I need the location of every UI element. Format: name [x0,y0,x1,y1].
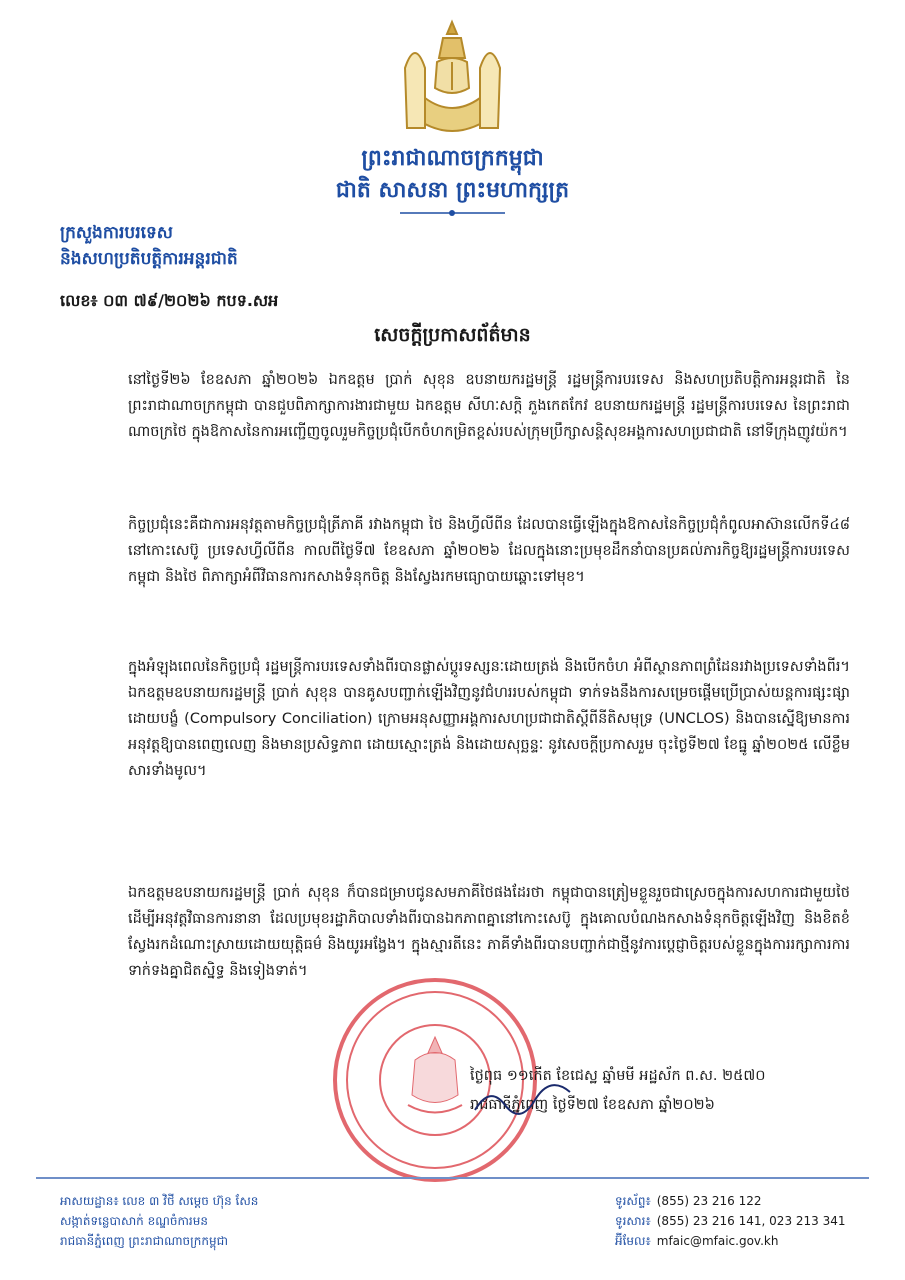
body-paragraph-3: ក្នុងអំឡុងពេលនៃកិច្ចប្រជុំ រដ្ឋមន្ត្រីការបរទេសទាំងពីរបានផ្លាស់ប្តូរទស្សនៈដោយត្រង់ និងបើកចំហ អំពីស្ថានភាពព្រំដែនរវាងប្រទេសទាំងពីរ។ ឯកឧត្តមឧបនាយករដ្ឋមន្ត្រី ប្រាក់ សុខុន បានគូសបញ្ជាក់ឡើងវិញនូវជំហររបស់កម្ពុជា ទាក់ទងនឹងការសម្រេចផ្តើមប្រើប្រាស់យន្តការផ្សះផ្សាដោយបង្ខំ (Compulsory Conciliation) ក្រោមអនុសញ្ញាអង្គការសហប្រជាជាតិស្តីពីនីតិសមុទ្រ (UNCLOS) និងបានស្នើឱ្យមានការអនុវត្តឱ្យបានពេញលេញ និងមានប្រសិទ្ធភាព ដោយស្មោះត្រង់ និងដោយសុច្ឆន្ទៈ នូវសេចក្តីប្រកាសរួម ចុះថ្ងៃទី២៧ ខែធ្នូ ឆ្នាំ២០២៥ លើខ្លឹមសារទាំងមូល។ [128,659,850,779]
email-link[interactable]: mfaic@mfaic.gov.kh [656,1234,779,1248]
ornamental-divider-icon [395,208,510,218]
fax-label: ទូរសារ៖ [615,1214,651,1228]
fax-value: (855) 23 216 141, 023 213 341 [656,1214,846,1228]
lunar-date: ថ្ងៃពុធ ១១កើត ខែជេស្ឋ ឆ្នាំមមី អដ្ឋស័ក ព.ស. ២៥៧០ [470,1068,766,1084]
kingdom-name: ព្រះរាជាណាចក្រកម្ពុជា [361,146,544,171]
address-line1: អាសយដ្ឋាន៖ លេខ ៣ វិថី សម្តេច ហ៊ុន សែន [60,1194,259,1208]
ministry-name-line1: ក្រសួងការបរទេស [60,223,173,243]
signature-icon [470,1080,590,1120]
ministry-name-line2: និងសហប្រតិបត្តិការអន្តរជាតិ [60,249,238,269]
document-title: សេចក្តីប្រកាសព័ត៌មាន [374,324,531,346]
phone-value: (855) 23 216 122 [656,1194,762,1208]
phone-label: ទូរស័ព្ទ៖ [615,1194,651,1208]
fax-contact [615,1213,846,1231]
footer-divider [36,1177,869,1179]
address-line2: សង្កាត់ទន្លេបាសាក់ ខណ្ឌចំការមន [60,1214,208,1228]
address-line3: រាជធានីភ្នំពេញ ព្រះរាជាណាចក្រកម្ពុជា [60,1234,228,1248]
reference-number: លេខ៖ ០៣ ៧៩/២០២៦ កបទ.សអ [60,291,279,310]
body-paragraph-1: នៅថ្ងៃទី២៦ ខែឧសភា ឆ្នាំ២០២៦ ឯកឧត្តម ប្រាក់ សុខុន ឧបនាយករដ្ឋមន្ត្រី រដ្ឋមន្ត្រីការបរទេស និងសហប្រតិបត្តិការអន្តរជាតិ នៃព្រះរាជាណាចក្រកម្ពុជា បានជួបពិភាក្សាការងារជាមួយ ឯកឧត្តម សីហៈសក្តិ ភួងកេតកែវ ឧបនាយករដ្ឋមន្ត្រី រដ្ឋមន្ត្រីការបរទេស នៃព្រះរាជាណាចក្រថៃ ក្នុងឱកាសនៃការអញ្ជើញចូលរួមកិច្ចប្រជុំបើកចំហកម្រិតខ្ពស់របស់ក្រុមប្រឹក្សាសន្តិសុខអង្គការសហប្រជាជាតិ នៅទីក្រុងញូវយ៉ក។ [128,372,850,440]
body-paragraph-4: ឯកឧត្តមឧបនាយករដ្ឋមន្ត្រី ប្រាក់ សុខុន ក៏បានជម្រាបជូនសមភាគីថៃផងដែរថា កម្ពុជាបានត្រៀមខ្លួនរួចជាស្រេចក្នុងការសហការជាមួយថៃ ដើម្បីអនុវត្តវិធានការនានា ដែលប្រមុខរដ្ឋាភិបាលទាំងពីរបានឯកភាពគ្នានៅកោះសេប៊ូ ក្នុងគោលបំណងកសាងទំនុកចិត្តឡើងវិញ និងខិតខំស្វែងរកដំណោះស្រាយដោយយុត្តិធម៌ និងយូរអង្វែង។ ក្នុងស្មារតីនេះ ភាគីទាំងពីរបានបញ្ជាក់ជាថ្មីនូវការប្តេជ្ញាចិត្តរបស់ខ្លួនក្នុងការរក្សាការការទាក់ទងគ្នាជិតស្និទ្ធ និងទៀងទាត់។ [128,885,850,979]
body-paragraph-2: កិច្ចប្រជុំនេះគឺជាការអនុវត្តតាមកិច្ចប្រជុំត្រីភាគី រវាងកម្ពុជា ថៃ និងហ្វីលីពីន ដែលបានធ្វើឡើងក្នុងឱកាសនៃកិច្ចប្រជុំកំពូលអាស៊ានលើកទី៤៨ នៅកោះសេប៊ូ ប្រទេសហ្វីលីពីន កាលពីថ្ងៃទី៧ ខែឧសភា ឆ្នាំ២០២៦ ដែលក្នុងនោះប្រមុខដឹកនាំបានប្រគល់ភារកិច្ចឱ្យរដ្ឋមន្ត្រីការបរទេសកម្ពុជា និងថៃ ពិភាក្សាអំពីវិធានការកសាងទំនុកចិត្ត និងស្វែងរកមធ្យោបាយឆ្ពោះទៅមុខ។ [128,517,850,585]
email-contact [615,1233,778,1251]
email-label: អ៊ីមែល៖ [615,1234,651,1248]
national-motto: ជាតិ សាសនា ព្រះមហាក្សត្រ [335,178,570,203]
place-and-date: រាជធានីភ្នំពេញ ថ្ងៃទី២៧ ខែឧសភា ឆ្នាំ២០២៦ [470,1097,715,1113]
phone-contact [615,1193,762,1211]
royal-coat-of-arms-icon [395,18,510,140]
